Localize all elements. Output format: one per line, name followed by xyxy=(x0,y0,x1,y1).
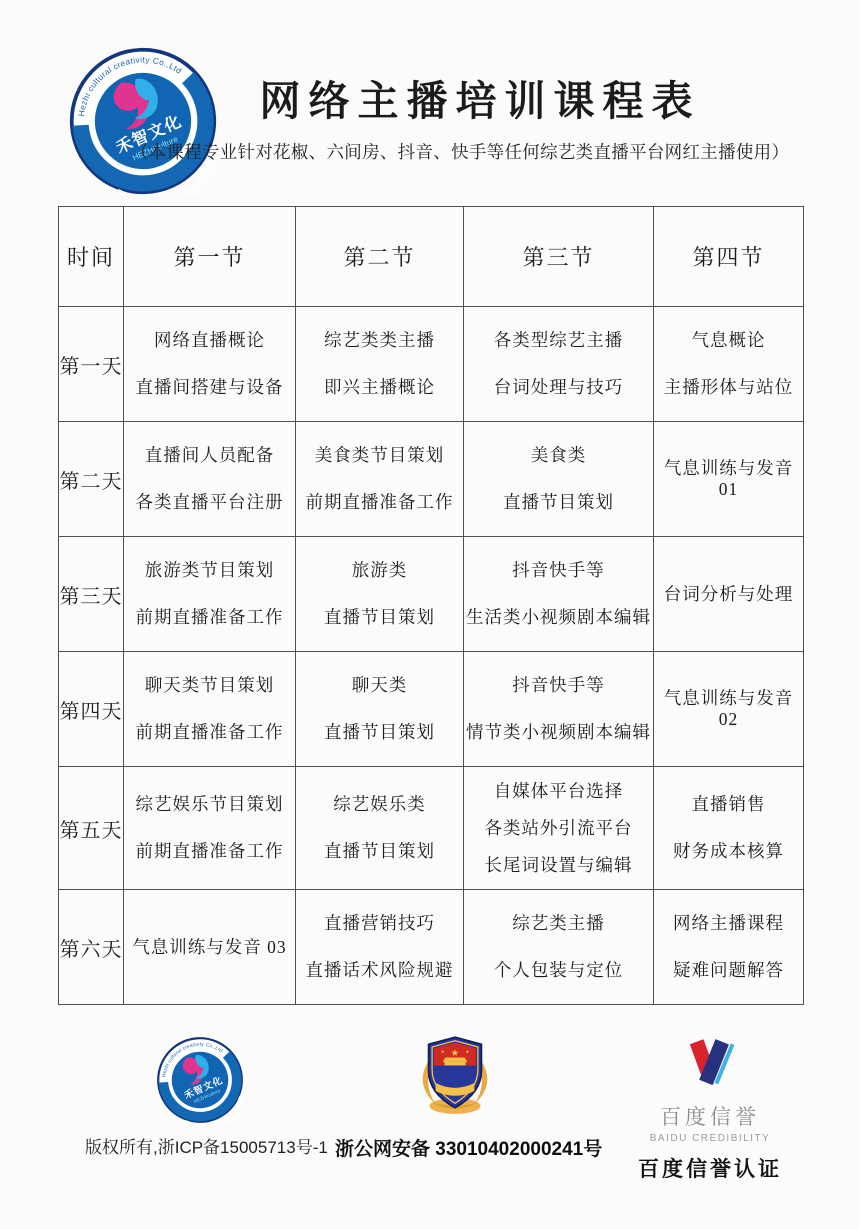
course-line: 台词处理与技巧 xyxy=(493,377,624,397)
course-cell xyxy=(464,767,654,890)
column-header-3: 第三节 xyxy=(464,207,654,307)
course-line: 网络主播课程 xyxy=(673,913,784,933)
table-row-day-1 xyxy=(59,307,804,422)
course-line: 综艺娱乐节目策划 xyxy=(135,794,284,814)
course-line: 抖音快手等 xyxy=(512,560,605,580)
course-cell xyxy=(124,537,296,652)
course-cell xyxy=(124,767,296,890)
course-line: 长尾词设置与编辑 xyxy=(484,854,633,875)
course-line: 直播营销技巧 xyxy=(324,913,435,933)
table-row-day-2 xyxy=(59,422,804,537)
course-line: 旅游类 xyxy=(351,560,408,580)
course-line: 综艺类类主播 xyxy=(324,330,435,350)
table-header-row xyxy=(59,207,804,307)
course-line: 情节类小视频剧本编辑 xyxy=(466,722,651,742)
course-cell xyxy=(124,307,296,422)
course-line: 聊天类节目策划 xyxy=(144,675,275,695)
day-label: 第四天 xyxy=(59,652,124,767)
course-cell xyxy=(124,652,296,767)
police-record-text: 浙公网安备 33010402000241号 xyxy=(335,1139,603,1160)
course-line: 聊天类 xyxy=(351,675,408,695)
course-line: 个人包装与定位 xyxy=(493,960,624,980)
course-cell xyxy=(654,537,804,652)
column-header-4: 第四节 xyxy=(654,207,804,307)
course-line: 直播节目策划 xyxy=(503,492,614,512)
course-cell xyxy=(654,890,804,1005)
course-cell xyxy=(296,890,464,1005)
course-cell xyxy=(464,652,654,767)
course-line: 主播形体与站位 xyxy=(663,377,794,397)
course-line: 气息训练与发音 02 xyxy=(663,688,794,729)
course-line: 网络直播概论 xyxy=(154,330,265,350)
day-label: 第一天 xyxy=(59,307,124,422)
page-subtitle: （本课程专业针对花椒、六间房、抖音、快手等任何综艺类直播平台网红主播使用） xyxy=(130,142,790,162)
course-line: 各类直播平台注册 xyxy=(135,492,284,512)
course-line: 直播节目策划 xyxy=(324,841,435,861)
course-cell xyxy=(464,422,654,537)
course-line: 气息训练与发音 01 xyxy=(663,458,794,499)
course-cell xyxy=(296,652,464,767)
hezhi-logo-small xyxy=(156,1036,244,1124)
course-line: 自媒体平台选择 xyxy=(493,780,624,801)
footer-police-block xyxy=(335,1032,603,1161)
course-line: 即兴主播概论 xyxy=(324,377,435,397)
course-line: 各类站外引流平台 xyxy=(484,817,633,838)
table-row-day-4 xyxy=(59,652,804,767)
course-cell xyxy=(296,767,464,890)
table-row-day-3 xyxy=(59,537,804,652)
baidu-credibility-en: BAIDU CREDIBILITY xyxy=(649,1133,771,1144)
course-line: 气息概论 xyxy=(691,330,766,350)
course-line: 各类型综艺主播 xyxy=(493,330,624,350)
course-line: 直播间搭建与设备 xyxy=(135,377,284,397)
day-label: 第二天 xyxy=(59,422,124,537)
course-line: 前期直播准备工作 xyxy=(135,841,284,861)
course-cell xyxy=(654,767,804,890)
course-line: 直播节目策划 xyxy=(324,607,435,627)
course-cell xyxy=(464,307,654,422)
course-line: 台词分析与处理 xyxy=(663,583,794,604)
course-cell xyxy=(296,422,464,537)
baidu-cert-text: 百度信誉认证 xyxy=(638,1158,782,1181)
course-line: 前期直播准备工作 xyxy=(135,607,284,627)
schedule-table xyxy=(58,206,804,1005)
course-line: 直播话术风险规避 xyxy=(305,960,454,980)
footer-baidu-block xyxy=(595,1036,825,1183)
course-line: 综艺类主播 xyxy=(512,913,605,933)
course-cell xyxy=(124,422,296,537)
course-line: 气息训练与发音 03 xyxy=(132,936,287,957)
police-badge-icon xyxy=(411,1032,499,1120)
column-header-1: 第一节 xyxy=(124,207,296,307)
course-line: 综艺娱乐类 xyxy=(333,794,426,814)
course-cell xyxy=(464,890,654,1005)
baidu-credibility-cn: 百度信誉 xyxy=(660,1106,760,1129)
course-cell xyxy=(654,422,804,537)
course-line: 前期直播准备工作 xyxy=(305,492,454,512)
icp-record-text: 版权所有,浙ICP备15005713号-1 xyxy=(85,1138,328,1157)
course-cell xyxy=(124,890,296,1005)
column-header-2: 第二节 xyxy=(296,207,464,307)
course-line: 生活类小视频剧本编辑 xyxy=(466,607,651,627)
course-line: 财务成本核算 xyxy=(673,841,784,861)
baidu-credibility-icon xyxy=(677,1036,743,1094)
course-cell xyxy=(296,537,464,652)
course-cell xyxy=(654,307,804,422)
course-cell xyxy=(464,537,654,652)
course-line: 美食类 xyxy=(530,445,587,465)
course-line: 前期直播准备工作 xyxy=(135,722,284,742)
course-line: 直播销售 xyxy=(691,794,766,814)
course-cell xyxy=(296,307,464,422)
course-line: 美食类节目策划 xyxy=(314,445,445,465)
course-line: 直播间人员配备 xyxy=(144,445,275,465)
table-row-day-6 xyxy=(59,890,804,1005)
course-line: 疑难问题解答 xyxy=(673,960,784,980)
course-cell xyxy=(654,652,804,767)
course-line: 抖音快手等 xyxy=(512,675,605,695)
day-label: 第五天 xyxy=(59,767,124,890)
column-header-0: 时间 xyxy=(59,207,124,307)
table-row-day-5 xyxy=(59,767,804,890)
course-line: 直播节目策划 xyxy=(324,722,435,742)
page-title: 网络主播培训课程表 xyxy=(259,78,701,124)
footer-copyright-block xyxy=(85,1036,328,1158)
day-label: 第六天 xyxy=(59,890,124,1005)
course-line: 旅游类节目策划 xyxy=(144,560,275,580)
day-label: 第三天 xyxy=(59,537,124,652)
